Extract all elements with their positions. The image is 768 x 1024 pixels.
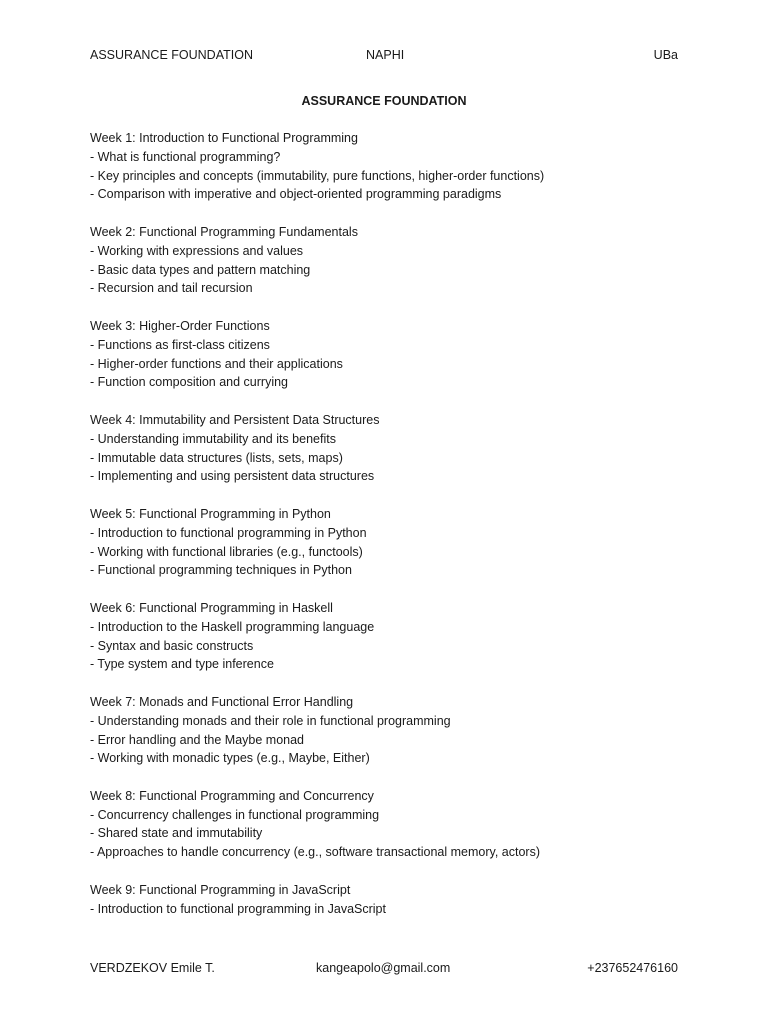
week-section-4	[90, 411, 710, 486]
week-topic-item: - Basic data types and pattern matching	[90, 262, 311, 277]
week-topic-item: - Introduction to the Haskell programming language	[90, 619, 375, 634]
week-topic-item: - Working with monadic types (e.g., Maybe, Either)	[90, 751, 370, 766]
week-section-8	[90, 787, 710, 862]
document-title: ASSURANCE FOUNDATION	[301, 94, 467, 108]
week-topic-item: - Higher-order functions and their applications	[90, 356, 343, 371]
week-topic-item: - Introduction to functional programming in JavaScript	[90, 901, 386, 916]
page-footer	[90, 958, 678, 978]
week-heading: Week 6: Functional Programming in Haskell	[90, 600, 333, 615]
week-topic-item: - Recursion and tail recursion	[90, 281, 253, 296]
week-topic-item: - Understanding immutability and its benefits	[90, 431, 336, 446]
week-heading: Week 8: Functional Programming and Concurrency	[90, 788, 374, 803]
week-topic-item: - Implementing and using persistent data structures	[90, 469, 375, 484]
week-heading: Week 5: Functional Programming in Python	[90, 506, 331, 521]
week-topic-item: - Introduction to functional programming in Python	[90, 525, 367, 540]
week-topic-item: - Functions as first-class citizens	[90, 337, 270, 352]
page-header	[90, 45, 678, 65]
week-topic-item: - Function composition and currying	[90, 375, 289, 390]
week-section-1	[90, 129, 710, 204]
week-section-6	[90, 599, 710, 674]
document-body	[90, 129, 710, 937]
week-topic-item: - Shared state and immutability	[90, 826, 263, 841]
week-topic-item: - Syntax and basic constructs	[90, 638, 254, 653]
week-topic-item: - Error handling and the Maybe monad	[90, 732, 305, 747]
week-topic-item: - Concurrency challenges in functional programming	[90, 807, 380, 822]
footer-email: kangeapolo@gmail.com	[316, 961, 451, 975]
footer-phone: +237652476160	[587, 961, 678, 975]
week-heading: Week 7: Monads and Functional Error Handling	[90, 694, 354, 709]
week-heading: Week 3: Higher-Order Functions	[90, 318, 270, 333]
footer-author: VERDZEKOV Emile T.	[90, 961, 215, 975]
week-section-2	[90, 223, 710, 298]
week-section-3	[90, 317, 710, 392]
header-center-text: NAPHI	[366, 48, 405, 62]
week-topic-item: - Functional programming techniques in Python	[90, 563, 352, 578]
week-topic-item: - Working with expressions and values	[90, 243, 304, 258]
week-topic-item: - Understanding monads and their role in functional programming	[90, 713, 451, 728]
week-topic-item: - Working with functional libraries (e.g., functools)	[90, 544, 363, 559]
header-right-text: UBa	[653, 48, 678, 62]
week-section-5	[90, 505, 710, 580]
week-heading: Week 2: Functional Programming Fundamentals	[90, 224, 358, 239]
week-heading: Week 9: Functional Programming in JavaScript	[90, 882, 351, 897]
header-left-text: ASSURANCE FOUNDATION	[90, 48, 253, 62]
week-heading: Week 1: Introduction to Functional Programming	[90, 131, 358, 145]
week-heading: Week 4: Immutability and Persistent Data Structures	[90, 412, 380, 427]
week-topic-item: - Comparison with imperative and object-oriented programming paradigms	[90, 187, 502, 202]
week-topic-item: - Key principles and concepts (immutability, pure functions, higher-order functions)	[90, 168, 545, 183]
week-topic-item: - What is functional programming?	[90, 149, 281, 164]
week-section-9	[90, 881, 710, 919]
week-topic-item: - Approaches to handle concurrency (e.g., software transactional memory, actors)	[90, 845, 540, 860]
week-topic-item: - Immutable data structures (lists, sets, maps)	[90, 450, 343, 465]
week-topic-item: - Type system and type inference	[90, 657, 274, 672]
week-section-7	[90, 693, 710, 768]
